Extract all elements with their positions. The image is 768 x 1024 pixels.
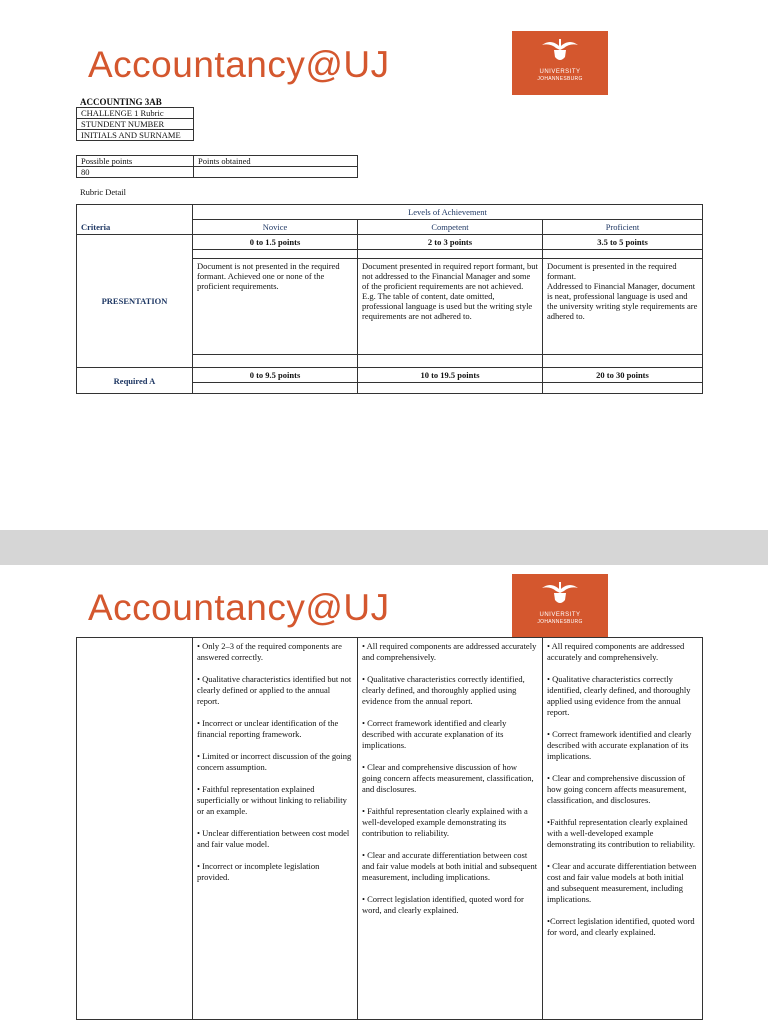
descriptor-item: • Correct framework identified and clearly described with accurate explanation of its implications. xyxy=(362,718,507,750)
info-row: STUNDENT NUMBER xyxy=(77,119,194,130)
descriptor-item: • Qualitative characteristics correctly identified, clearly defined, and thoroughly applied using evidence from the annual report. xyxy=(547,674,691,717)
descriptor-item: • Clear and accurate differentiation between cost and fair value models at both initial and subsequent measurement, including implications. xyxy=(362,850,538,882)
novice-descriptors xyxy=(193,638,358,1020)
spacer-cell xyxy=(358,355,543,368)
info-row: CHALLENGE 1 Rubric xyxy=(77,108,194,119)
brand-title: Accountancy@UJ xyxy=(88,587,390,628)
descriptor-item: • Correct legislation identified, quoted word for word, and clearly explained. xyxy=(362,894,524,915)
spacer-cell xyxy=(358,383,543,394)
description-cell: Document is presented in the required formant. Addressed to Financial Manager, document is neat, professional language is used and the university writing style requirements are adhered to. xyxy=(543,259,703,355)
criterion-presentation: PRESENTATION xyxy=(77,235,193,368)
logo-line-1: UNIVERSITY xyxy=(539,69,581,75)
course-title: ACCOUNTING 3AB xyxy=(80,97,162,107)
points-obtained-value xyxy=(194,167,358,178)
criteria-cell-empty xyxy=(77,638,193,1020)
descriptor-item: • Correct framework identified and clearly described with accurate explanation of its implications. xyxy=(547,729,692,761)
descriptor-item: • Clear and accurate differentiation between cost and fair value models at both initial and subsequent measurement, including implications. xyxy=(547,861,697,904)
crest-icon xyxy=(538,580,582,610)
spacer-cell xyxy=(543,250,703,259)
descriptor-item: • Limited or incorrect discussion of the going concern assumption. xyxy=(197,751,352,772)
levels-header: Levels of Achievement xyxy=(193,205,703,220)
student-info-table xyxy=(76,107,194,141)
university-logo xyxy=(512,31,608,95)
spacer-cell xyxy=(193,383,358,394)
page-2 xyxy=(0,565,768,1024)
descriptor-item: • Clear and comprehensive discussion of how going concern affects measurement, classification, and disclosures. xyxy=(547,773,687,805)
range-cell: 2 to 3 points xyxy=(358,235,543,250)
descriptor-item: • All required components are addressed accurately and comprehensively. xyxy=(362,641,537,662)
spacer-cell xyxy=(543,383,703,394)
university-logo xyxy=(512,574,608,638)
rubric-detail-label: Rubric Detail xyxy=(80,187,127,197)
possible-points-value: 80 xyxy=(77,167,194,178)
range-cell: 0 to 1.5 points xyxy=(193,235,358,250)
descriptor-item: • Unclear differentiation between cost model and fair value model. xyxy=(197,828,350,849)
descriptor-item: •Faithful representation clearly explained with a well-developed example demonstrating its contribution to reliability. xyxy=(547,817,695,849)
possible-points-label: Possible points xyxy=(77,156,194,167)
logo-line-2: JOHANNESBURG xyxy=(537,619,583,625)
info-row: INITIALS AND SURNAME xyxy=(77,130,194,141)
spacer-cell xyxy=(543,355,703,368)
descriptor-item: • Only 2–3 of the required components are answered correctly. xyxy=(197,641,342,662)
level-proficient: Proficient xyxy=(543,220,703,235)
range-cell: 20 to 30 points xyxy=(543,368,703,383)
range-cell: 3.5 to 5 points xyxy=(543,235,703,250)
proficient-descriptors xyxy=(543,638,703,1020)
descriptor-item: • Qualitative characteristics correctly identified, clearly defined, and thoroughly applied using evidence from the annual report. xyxy=(362,674,525,706)
level-novice: Novice xyxy=(193,220,358,235)
logo-line-1: UNIVERSITY xyxy=(539,612,581,618)
competent-descriptors xyxy=(358,638,543,1020)
description-cell: Document presented in required report formant, but not addressed to the Financial Manager and some of the proficient requirements are not achieved. E.g. The table of content, date omitted, professional language is used but the writing style requirements are not adhered to. xyxy=(358,259,543,355)
range-cell: 0 to 9.5 points xyxy=(193,368,358,383)
descriptor-item: •Correct legislation identified, quoted word for word, and clearly explained. xyxy=(547,916,695,937)
points-table xyxy=(76,155,358,178)
range-cell: 10 to 19.5 points xyxy=(358,368,543,383)
spacer-cell xyxy=(358,250,543,259)
brand-title: Accountancy@UJ xyxy=(88,44,390,85)
level-competent: Competent xyxy=(358,220,543,235)
descriptor-item: • Clear and comprehensive discussion of how going concern affects measurement, classification, and disclosures. xyxy=(362,762,534,794)
spacer-cell xyxy=(193,250,358,259)
rubric-continuation-table xyxy=(76,637,703,1020)
descriptor-item: • Faithful representation explained superficially or without linking to reliability or an example. xyxy=(197,784,347,816)
spacer-cell xyxy=(193,355,358,368)
descriptor-item: • All required components are addressed accurately and comprehensively. xyxy=(547,641,685,662)
points-obtained-label: Points obtained xyxy=(194,156,358,167)
description-cell: Document is not presented in the required formant. Achieved one or none of the proficient requirements. xyxy=(193,259,358,355)
rubric-table xyxy=(76,204,703,394)
descriptor-item: • Qualitative characteristics identified but not clearly defined or applied to the annual report. xyxy=(197,674,352,706)
descriptor-item: • Incorrect or unclear identification of the financial reporting framework. xyxy=(197,718,339,739)
descriptor-item: • Faithful representation clearly explained with a well-developed example demonstrating its contribution to reliability. xyxy=(362,806,528,838)
crest-icon xyxy=(538,37,582,67)
logo-line-2: JOHANNESBURG xyxy=(537,76,583,82)
criterion-required-a: Required A xyxy=(77,368,193,394)
criteria-header: Criteria xyxy=(77,205,193,235)
descriptor-item: • Incorrect or incomplete legislation provided. xyxy=(197,861,320,882)
